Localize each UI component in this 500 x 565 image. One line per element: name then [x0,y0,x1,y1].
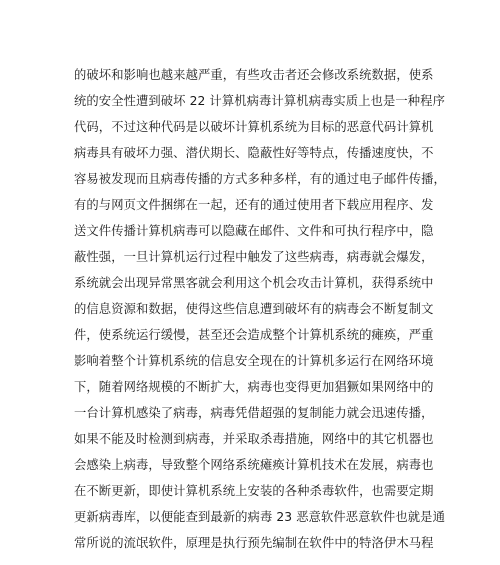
text-line: 影响着整个计算机系统的信息安全现在的计算机多运行在网络环境 [74,354,434,368]
text-line: 在不断更新，即使计算机系统上安装的各种杀毒软件，也需要定期 [74,484,434,498]
text-line: 一台计算机感染了病毒，病毒凭借超强的复制能力就会迅速传播， [74,406,434,420]
text-line: 件，使系统运行缓慢，甚至还会造成整个计算机系统的瘫痪，严重 [74,328,434,342]
text-line: 的破坏和影响也越来越严重，有些攻击者还会修改系统数据，使系 [74,68,434,82]
text-line: 常所说的流氓软件，原理是执行预先编制在软件中的特洛伊木马程 [74,536,434,550]
text-line: 如果不能及时检测到病毒，并采取杀毒措施，网络中的其它机器也 [74,432,434,446]
body-text [74,62,446,556]
text-line: 代码，不过这种代码是以破坏计算机系统为目标的恶意代码计算机 [74,120,434,134]
text-line: 容易被发现而且病毒传播的方式多种多样，有的通过电子邮件传播， [74,172,446,186]
text-line: 蔽性强，一旦计算机运行过程中触发了这些病毒，病毒就会爆发， [74,250,434,264]
text-line: 系统就会出现异常黑客就会利用这个机会攻击计算机，获得系统中 [74,276,434,290]
text-line: 的信息资源和数据，使得这些信息遭到破坏有的病毒会不断复制文 [74,302,434,316]
text-line: 更新病毒库，以便能查到最新的病毒 23 恶意软件恶意软件也就是通 [74,510,445,524]
text-line: 会感染上病毒，导致整个网络系统瘫痪计算机技术在发展，病毒也 [74,458,434,472]
text-line: 统的安全性遭到破坏 22 计算机病毒计算机病毒实质上也是一种程序 [74,94,445,108]
text-line: 下，随着网络规模的不断扩大，病毒也变得更加猖獗如果网络中的 [74,380,434,394]
text-line: 送文件传播计算机病毒可以隐藏在邮件、文件和可执行程序中，隐 [74,224,434,238]
text-line: 病毒具有破坏力强、潜伏期长、隐蔽性好等特点，传播速度快，不 [74,146,434,160]
text-line: 有的与网页文件捆绑在一起，还有的通过使用者下载应用程序、发 [74,198,434,212]
